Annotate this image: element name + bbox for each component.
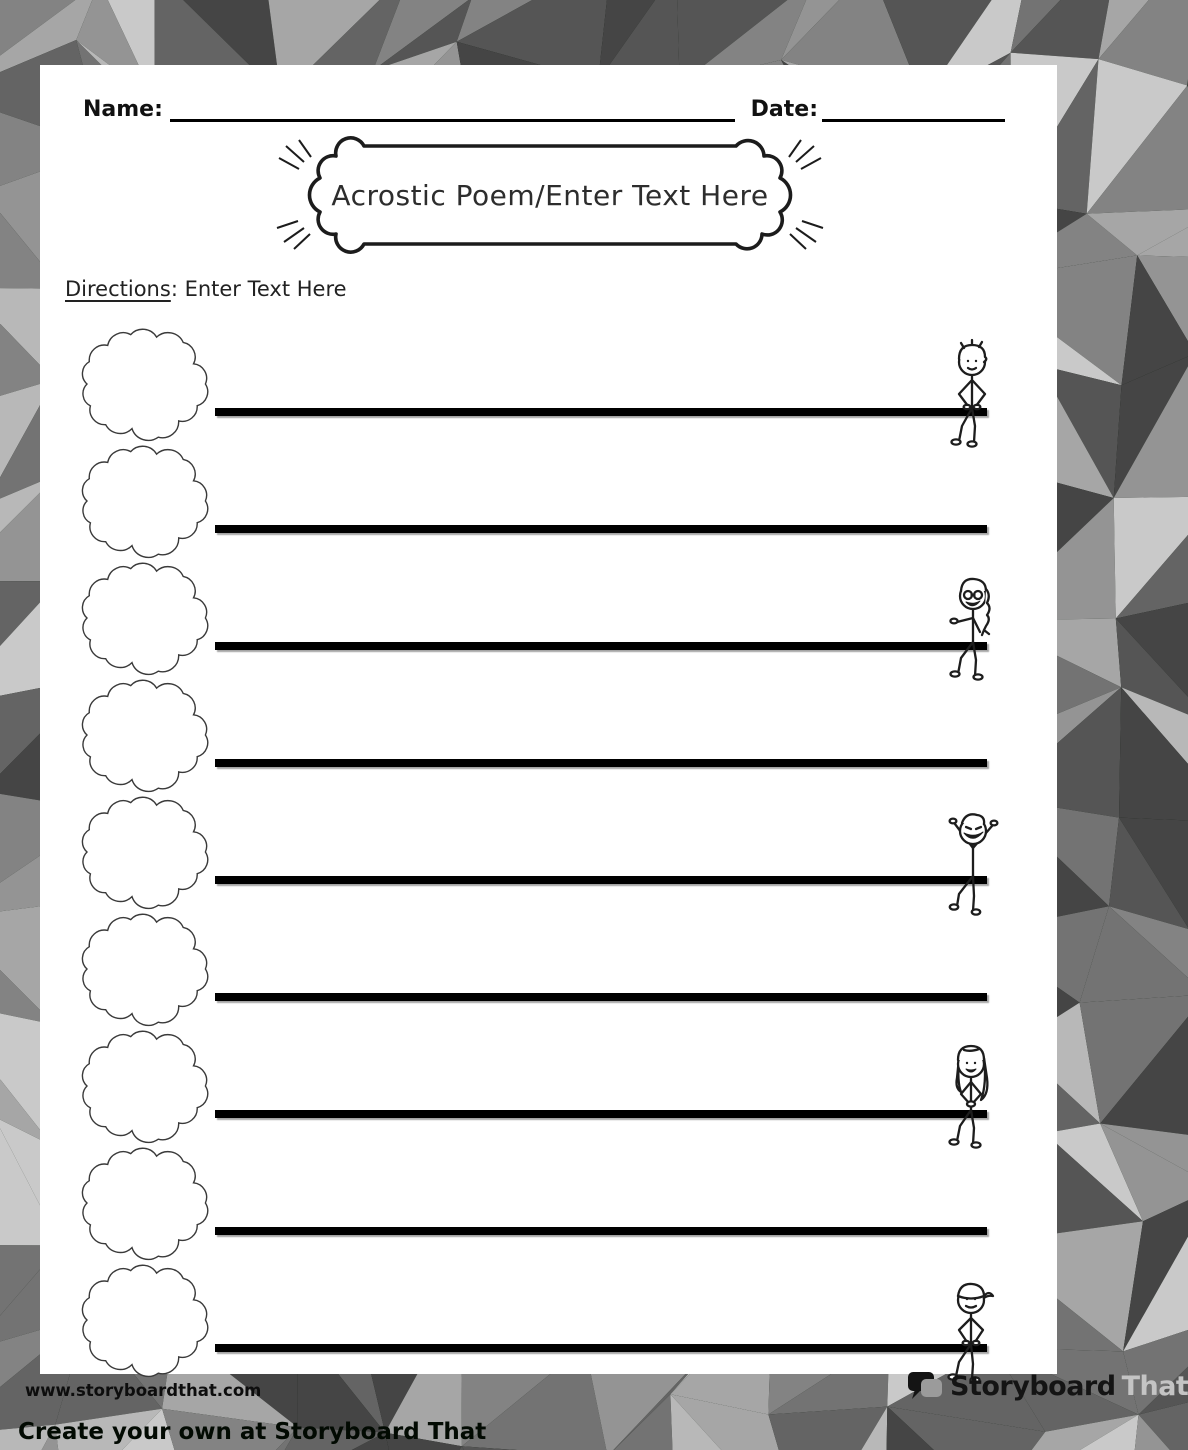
logo-text-that: That	[1121, 1370, 1188, 1402]
boy-hands-on-hips-figure	[935, 338, 1005, 453]
poem-row	[40, 1264, 1057, 1381]
storyboardthat-logo	[906, 1370, 1188, 1402]
letter-cloud-shape[interactable]	[80, 1147, 208, 1259]
writing-line[interactable]	[215, 642, 987, 650]
letter-cloud-shape[interactable]	[80, 1030, 208, 1142]
directions-label: Directions	[65, 277, 171, 301]
writing-line[interactable]	[215, 1110, 987, 1118]
writing-line[interactable]	[215, 993, 987, 1001]
letter-cloud-shape[interactable]	[80, 913, 208, 1025]
poem-row	[40, 913, 1057, 1030]
name-date-header	[83, 98, 1005, 122]
date-input-line[interactable]	[822, 99, 1005, 122]
writing-line[interactable]	[215, 876, 987, 884]
logo-text-storyboard: Storyboard	[950, 1370, 1116, 1402]
poem-row	[40, 1147, 1057, 1264]
letter-cloud-shape[interactable]	[80, 328, 208, 440]
girl-long-hair-figure	[935, 1040, 1005, 1155]
poem-row	[40, 445, 1057, 562]
letter-cloud-shape[interactable]	[80, 796, 208, 908]
directions[interactable]	[65, 277, 347, 301]
writing-line[interactable]	[215, 759, 987, 767]
date-label: Date:	[750, 97, 818, 122]
letter-cloud-shape[interactable]	[80, 562, 208, 674]
poem-row	[40, 562, 1057, 679]
footer-tagline: Create your own at Storyboard That	[18, 1419, 487, 1445]
directions-text: : Enter Text Here	[170, 277, 347, 301]
poem-row	[40, 328, 1057, 445]
worksheet-page	[40, 65, 1057, 1374]
writing-line[interactable]	[215, 1227, 987, 1235]
name-label: Name:	[83, 97, 163, 122]
writing-line[interactable]	[215, 408, 987, 416]
website-url: www.storyboardthat.com	[25, 1381, 262, 1400]
kid-cheering-figure	[935, 806, 1005, 921]
title-banner[interactable]	[270, 138, 830, 252]
poem-row	[40, 679, 1057, 796]
girl-glasses-braid-figure	[935, 572, 1005, 687]
speech-bubbles-icon	[906, 1370, 944, 1402]
writing-line[interactable]	[215, 525, 987, 533]
poem-row	[40, 1030, 1057, 1147]
letter-cloud-shape[interactable]	[80, 679, 208, 791]
worksheet-title: Acrostic Poem/Enter Text Here	[331, 179, 769, 212]
poem-row	[40, 796, 1057, 913]
name-input-line[interactable]	[170, 99, 735, 122]
letter-cloud-shape[interactable]	[80, 1264, 208, 1376]
writing-line[interactable]	[215, 1344, 987, 1352]
letter-cloud-shape[interactable]	[80, 445, 208, 557]
